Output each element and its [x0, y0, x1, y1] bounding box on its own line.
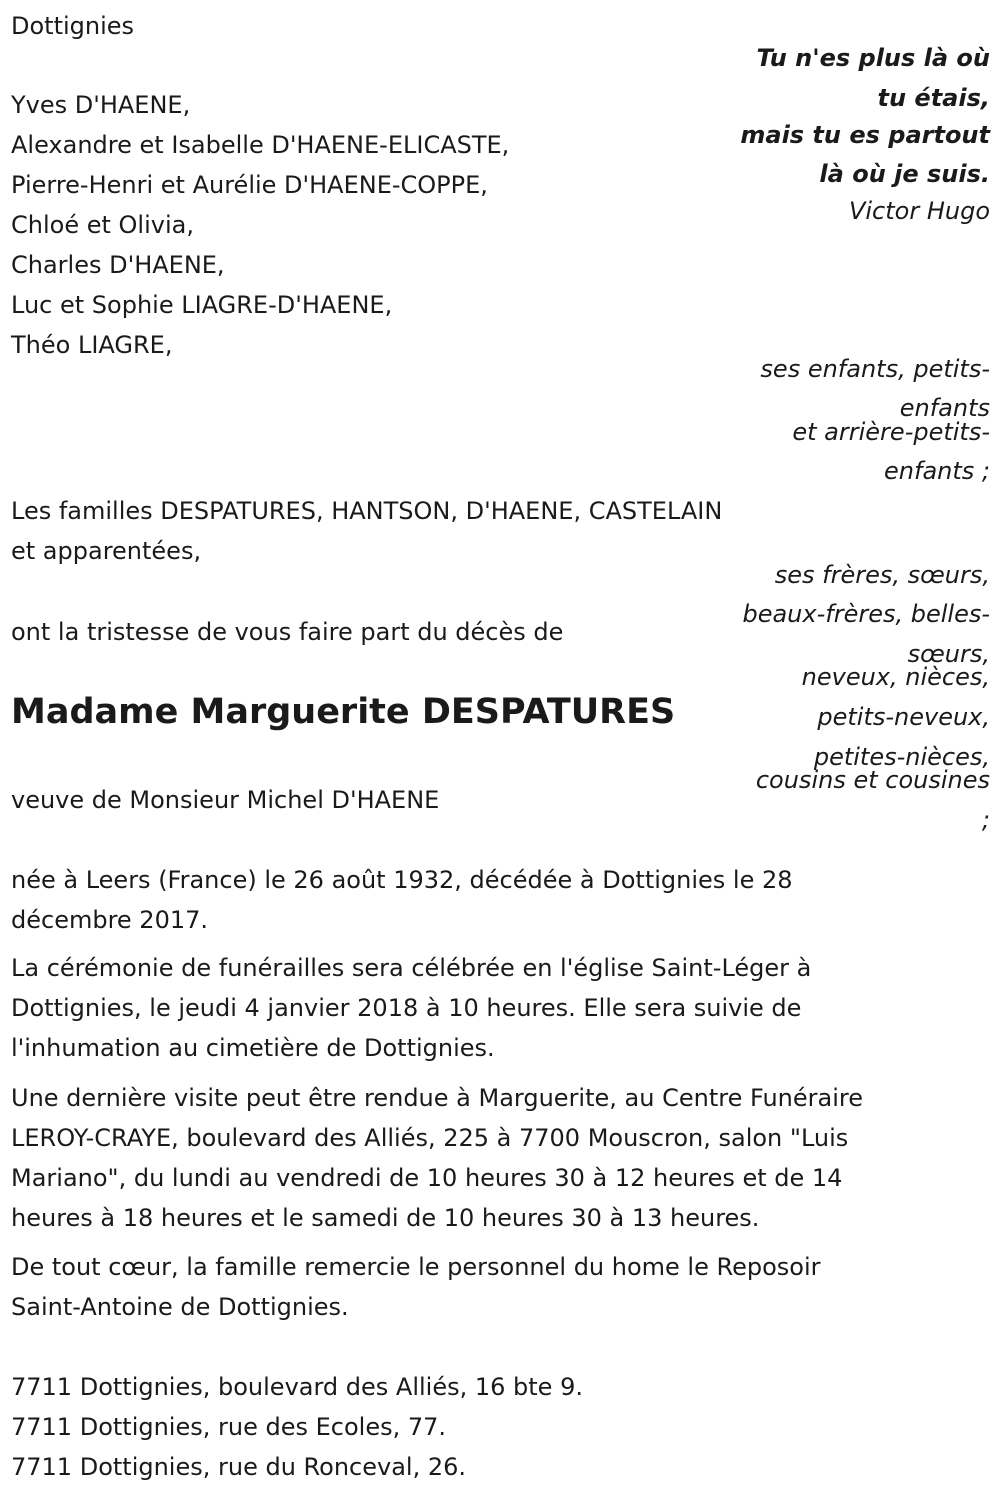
paragraph-line: Mariano", du lundi au vendredi de 10 heures 30 à 12 heures et de 14 — [11, 1164, 843, 1192]
address-line: 7711 Dottignies, rue du Ronceval, 26. — [11, 1453, 467, 1481]
family-member: Luc et Sophie LIAGRE-D'HAENE, — [11, 291, 393, 319]
quote-line: Tu n'es plus là où — [756, 44, 990, 72]
family-member: Charles D'HAENE, — [11, 251, 225, 279]
role-line: et arrière-petits- — [792, 418, 990, 446]
paragraph-line: Dottignies, le jeudi 4 janvier 2018 à 10 heures. Elle sera suivie de — [11, 994, 802, 1022]
paragraph-line: Saint-Antoine de Dottignies. — [11, 1293, 349, 1321]
role-line: sœurs, — [907, 640, 990, 668]
paragraph-line: De tout cœur, la famille remercie le personnel du home le Reposoir — [11, 1253, 821, 1281]
family-member: Yves D'HAENE, — [11, 91, 191, 119]
deceased-name: Madame Marguerite DESPATURES — [11, 692, 676, 732]
quote-line: tu étais, — [877, 84, 990, 112]
paragraph-line: heures à 18 heures et le samedi de 10 heures 30 à 13 heures. — [11, 1204, 760, 1232]
widow-of: veuve de Monsieur Michel D'HAENE — [11, 786, 440, 814]
paragraph-line: Une dernière visite peut être rendue à Marguerite, au Centre Funéraire — [11, 1084, 863, 1112]
quote-line: là où je suis. — [819, 160, 990, 188]
quote-author: Victor Hugo — [848, 197, 990, 225]
role-line: cousins et cousines — [755, 766, 990, 794]
announcement: ont la tristesse de vous faire part du décès de — [11, 618, 564, 646]
role-line: beaux-frères, belles- — [742, 600, 990, 628]
paragraph-line: l'inhumation au cimetière de Dottignies. — [11, 1034, 495, 1062]
quote-line: mais tu es partout — [740, 121, 990, 149]
address-line: 7711 Dottignies, boulevard des Alliés, 16 bte 9. — [11, 1373, 583, 1401]
family-member: Chloé et Olivia, — [11, 211, 194, 239]
families-line: et apparentées, — [11, 537, 202, 565]
families-line: Les familles DESPATURES, HANTSON, D'HAENE, CASTELAIN — [11, 497, 723, 525]
place-heading: Dottignies — [11, 12, 135, 40]
role-line: neveux, nièces, — [801, 663, 990, 691]
paragraph-line: La cérémonie de funérailles sera célébrée en l'église Saint-Léger à — [11, 954, 812, 982]
role-line: ses frères, sœurs, — [774, 561, 990, 589]
family-member: Alexandre et Isabelle D'HAENE-ELICASTE, — [11, 131, 510, 159]
role-line: ses enfants, petits- — [760, 355, 990, 383]
address-line: 7711 Dottignies, rue des Ecoles, 77. — [11, 1413, 447, 1441]
paragraph-line: LEROY-CRAYE, boulevard des Alliés, 225 à 7700 Mouscron, salon "Luis — [11, 1124, 849, 1152]
paragraph-line: née à Leers (France) le 26 août 1932, décédée à Dottignies le 28 — [11, 866, 793, 894]
role-line: enfants — [899, 394, 990, 422]
role-line: petits-neveux, — [817, 703, 990, 731]
role-line: enfants ; — [884, 457, 990, 485]
family-member: Pierre-Henri et Aurélie D'HAENE-COPPE, — [11, 171, 488, 199]
paragraph-line: décembre 2017. — [11, 906, 209, 934]
role-line: petites-nièces, — [813, 743, 990, 771]
family-member: Théo LIAGRE, — [11, 331, 173, 359]
role-line: ; — [981, 806, 990, 834]
